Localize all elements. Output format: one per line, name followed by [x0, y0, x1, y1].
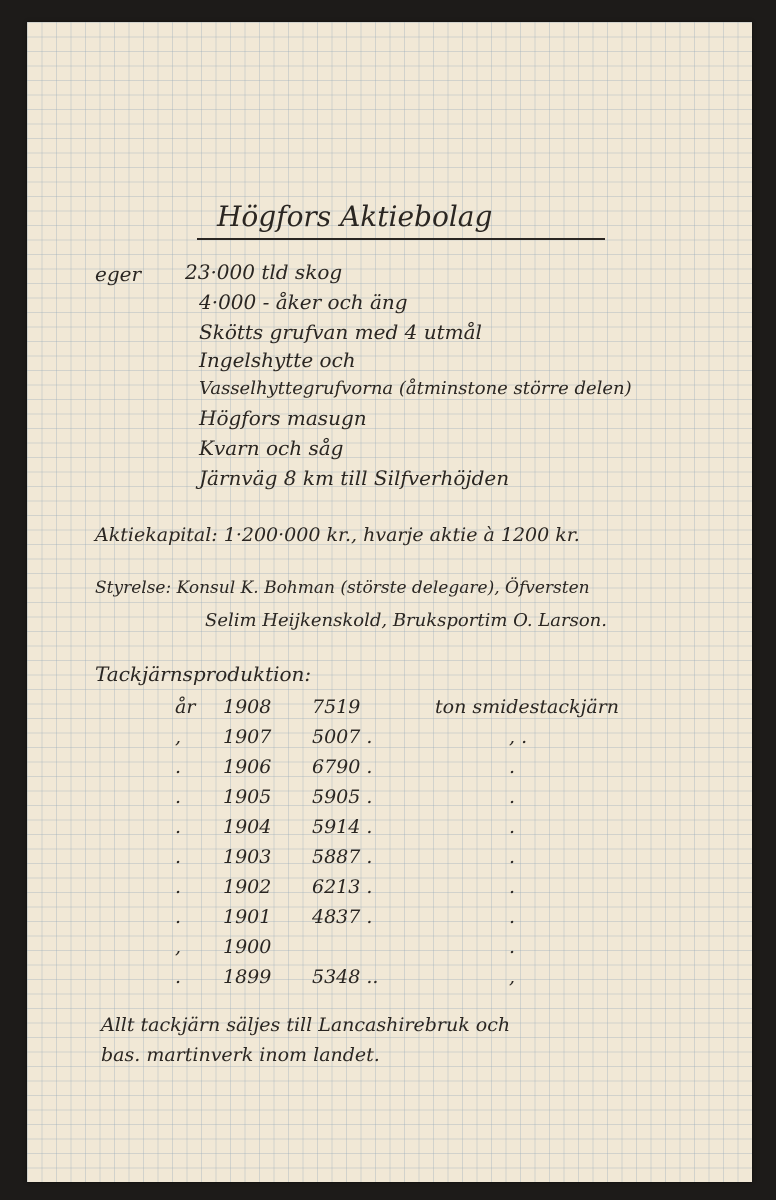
production-year: 1901	[223, 906, 272, 928]
title-underline	[197, 238, 605, 240]
ditto-mark: .	[509, 756, 516, 778]
ditto-mark: ,	[175, 936, 182, 958]
production-value: 5348 ..	[312, 966, 379, 988]
production-row	[27, 936, 752, 966]
owns-item: 4·000 - åker och äng	[199, 290, 408, 314]
production-value: 5905 .	[312, 786, 373, 808]
ditto-mark: år	[175, 696, 196, 718]
production-year: 1908	[223, 696, 272, 718]
owns-item: Ingelshytte och	[199, 348, 356, 372]
owns-item: Vasselhyttegrufvorna (åtminstone större delen)	[199, 378, 632, 399]
production-year: 1907	[223, 726, 272, 748]
production-year: 1903	[223, 846, 272, 868]
ditto-mark: .	[175, 966, 182, 988]
ditto-mark: .	[175, 756, 182, 778]
production-row	[27, 966, 752, 996]
production-value: 6790 .	[312, 756, 373, 778]
ditto-mark: .	[509, 786, 516, 808]
ditto-mark: .	[175, 846, 182, 868]
production-heading: Tackjärnsproduktion:	[95, 662, 312, 686]
capital-line: Aktiekapital: 1·200·000 kr., hvarje aktie à 1200 kr.	[95, 524, 580, 546]
owns-item: Skötts grufvan med 4 utmål	[199, 320, 482, 344]
production-row	[27, 726, 752, 756]
production-value: 6213 .	[312, 876, 373, 898]
production-row	[27, 846, 752, 876]
ditto-mark: .	[509, 906, 516, 928]
owns-label: eger	[95, 262, 142, 286]
production-value: 5887 .	[312, 846, 373, 868]
production-year: 1904	[223, 816, 272, 838]
owns-item: Högfors masugn	[199, 406, 367, 430]
footer-note: Allt tackjärn säljes till Lancashirebruk och	[101, 1014, 511, 1036]
production-year: 1902	[223, 876, 272, 898]
production-year: 1899	[223, 966, 272, 988]
owns-item: Kvarn och såg	[199, 436, 344, 460]
production-year: 1905	[223, 786, 272, 808]
page-title: Högfors Aktiebolag	[217, 200, 493, 233]
board-line: Styrelse: Konsul K. Bohman (störste delegare), Öfversten	[95, 578, 590, 598]
production-unit: ton smidestackjärn	[435, 696, 620, 718]
footer-note: bas. martinverk inom landet.	[101, 1044, 380, 1066]
ditto-mark: .	[509, 876, 516, 898]
production-year: 1906	[223, 756, 272, 778]
ditto-mark: ,	[509, 966, 516, 988]
ditto-mark: .	[509, 816, 516, 838]
production-row	[27, 696, 752, 726]
production-value: 5007 .	[312, 726, 373, 748]
owns-item: 23·000 tld skog	[185, 260, 343, 284]
production-row	[27, 906, 752, 936]
board-line: Selim Heijkenskold, Bruksportim O. Larson.	[205, 610, 607, 631]
production-value: 4837 .	[312, 906, 373, 928]
manuscript-page	[27, 22, 752, 1182]
ditto-mark: ,	[175, 726, 182, 748]
ditto-mark: .	[175, 876, 182, 898]
production-value: 7519	[312, 696, 361, 718]
ditto-mark: .	[509, 936, 516, 958]
ditto-mark: .	[175, 906, 182, 928]
production-value: 5914 .	[312, 816, 373, 838]
production-row	[27, 786, 752, 816]
production-year: 1900	[223, 936, 272, 958]
owns-item: Järnväg 8 km till Silfverhöjden	[199, 466, 510, 490]
production-row	[27, 756, 752, 786]
ditto-mark: , .	[509, 726, 528, 748]
ditto-mark: .	[175, 816, 182, 838]
ditto-mark: .	[509, 846, 516, 868]
production-row	[27, 816, 752, 846]
ditto-mark: .	[175, 786, 182, 808]
production-row	[27, 876, 752, 906]
